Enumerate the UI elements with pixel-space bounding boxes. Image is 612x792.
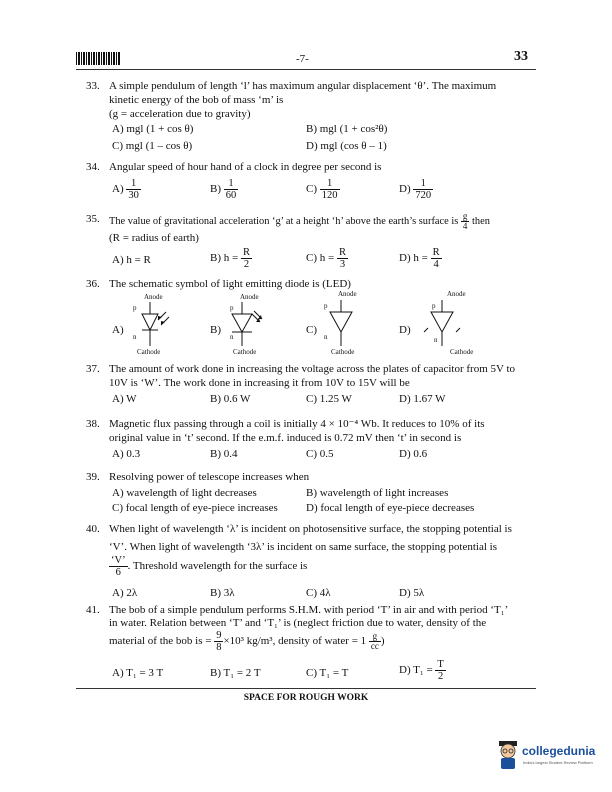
q38-option-c: C) 0.5 [306, 448, 334, 460]
q36-d-cathode: Cathode [450, 348, 474, 356]
q35-number: 35. [86, 213, 100, 225]
q41-option-a: A) T₁ = 3 T [112, 667, 164, 679]
q36-b-n: n [230, 333, 234, 341]
q37-option-c: C) 1.25 W [306, 393, 352, 405]
q37-option-a: A) W [112, 393, 137, 405]
q36-a-p: p [133, 304, 137, 312]
watermark-tagline: India's largest Student Review Platform [523, 760, 593, 765]
q40-option-c: C) 4λ [306, 587, 331, 599]
q35-option-c: C) h = $\frac{R}{3}$ [306, 247, 346, 270]
q33-option-d: D) mgl (cos θ – 1) [306, 140, 387, 152]
q39-text: Resolving power of telescope increases when [109, 471, 310, 483]
q40-text-line3: $\frac{‘V’}{6}$ . Threshold wavelength for the surface is [111, 555, 308, 578]
q36-a-n: n [133, 333, 137, 341]
q41-text-line3: material of the bob is = $\frac{9}{8}$ ×10³ kg/m³, density of water = 1 $\frac{g}{cc}$ ) [109, 630, 385, 653]
q38-text-line1: Magnetic flux passing through a coil is initially 4 × 10⁻⁴ Wb. It reduces to 10% of its [109, 418, 485, 430]
q34-option-d: D) $\frac{1}{720}$ [399, 178, 432, 201]
q36-d-anode: Anode [447, 290, 466, 298]
q34-option-b: B) $\frac{1}{60}$ [210, 178, 237, 201]
led-symbol-a [136, 300, 176, 348]
q36-d-p: p [432, 302, 436, 310]
rough-work-label: SPACE FOR ROUGH WORK [243, 693, 369, 703]
student-mascot-icon [496, 740, 520, 770]
q33-option-c: C) mgl (1 – cos θ) [112, 140, 193, 152]
q36-number: 36. [86, 278, 100, 290]
q36-b-cathode: Cathode [233, 348, 257, 356]
q35-text: The value of gravitational acceleration ‘g’ at a height ‘h’ above the earth’s surface is $\frac{g}{4}$ then [109, 211, 490, 231]
q38-text-line2: original value in ‘t’ second. If the e.m.f. induced is 0.72 mV then ‘t’ in second is [109, 432, 462, 444]
q34-text: Angular speed of hour hand of a clock in degree per second is [109, 161, 382, 173]
q40-option-b: B) 3λ [210, 587, 235, 599]
q38-option-a: A) 0.3 [112, 448, 141, 460]
page-number: 33 [514, 49, 528, 64]
q34-option-a: A) $\frac{1}{30}$ [112, 178, 139, 201]
q35-text-line2: (R = radius of earth) [109, 232, 199, 244]
q36-option-b-label: B) [210, 324, 221, 336]
q41-option-d: D) T₁ = $\frac{T}{2}$ [399, 659, 444, 682]
q40-text-line1: When light of wavelength ‘λ’ is incident on photosensitive surface, the stopping potential is [109, 523, 512, 535]
header-rule [76, 69, 536, 70]
q37-text-line2: 10V is ‘W’. The work done in increasing it from 10V to 15V will be [109, 377, 410, 389]
q36-b-p: p [230, 304, 234, 312]
q36-option-d-label: D) [399, 324, 411, 336]
q36-c-n: n [324, 333, 328, 341]
page-marker: -7- [296, 53, 309, 65]
q35-option-a: A) h = R [112, 254, 151, 266]
q38-option-d: D) 0.6 [399, 448, 428, 460]
q40-option-a: A) 2λ [112, 587, 138, 599]
collegedunia-watermark [496, 738, 608, 776]
barcode [76, 52, 120, 65]
q38-number: 38. [86, 418, 100, 430]
q35-option-d: D) h = $\frac{R}{4}$ [399, 247, 440, 270]
q41-text-line2: in water. Relation between ‘T’ and ‘T₁’ is (neglect friction due to water, density of the [109, 617, 487, 629]
led-symbol-b [228, 300, 272, 348]
q40-number: 40. [86, 523, 100, 535]
q33-option-a: A) mgl (1 + cos θ) [112, 123, 194, 135]
q36-a-anode: Anode [144, 293, 163, 301]
q35-option-b: B) h = $\frac{R}{2}$ [210, 247, 250, 270]
q39-option-d: D) focal length of eye-piece decreases [306, 502, 475, 514]
q37-option-d: D) 1.67 W [399, 393, 446, 405]
q34-number: 34. [86, 161, 100, 173]
q36-d-n: n [434, 336, 438, 344]
q39-option-b: B) wavelength of light increases [306, 487, 449, 499]
q40-text-line2: ‘V’. When light of wavelength ‘3λ’ is incident on same surface, the stopping potential is [109, 541, 497, 553]
q36-option-c-label: C) [306, 324, 317, 336]
q37-option-b: B) 0.6 W [210, 393, 251, 405]
q39-number: 39. [86, 471, 100, 483]
q39-option-c: C) focal length of eye-piece increases [112, 502, 278, 514]
q41-option-b: B) T₁ = 2 T [210, 667, 261, 679]
q38-option-b: B) 0.4 [210, 448, 238, 460]
q33-text-line1: A simple pendulum of length ‘l’ has maximum angular displacement ‘θ’. The maximum [109, 80, 497, 92]
q36-b-anode: Anode [240, 293, 259, 301]
q36-text: The schematic symbol of light emitting diode is (LED) [109, 278, 351, 290]
q36-c-p: p [324, 302, 328, 310]
q39-option-a: A) wavelength of light decreases [112, 487, 257, 499]
q37-text-line1: The amount of work done in increasing the voltage across the plates of capacitor from 5V to [109, 363, 516, 375]
q33-text-line3: (g = acceleration due to gravity) [109, 108, 251, 120]
q41-number: 41. [86, 604, 100, 616]
q33-number: 33. [86, 80, 100, 92]
led-symbol-d [420, 298, 468, 348]
watermark-brand: collegedunia [522, 744, 596, 758]
led-symbol-c [325, 298, 365, 348]
q36-c-anode: Anode [338, 290, 357, 298]
q36-option-a-label: A) [112, 324, 124, 336]
q33-text-line2: kinetic energy of the bob of mass ‘m’ is [109, 94, 284, 106]
q33-option-b: B) mgl (1 + cos²θ) [306, 123, 388, 135]
q36-c-cathode: Cathode [331, 348, 355, 356]
q37-number: 37. [86, 363, 100, 375]
q40-option-d: D) 5λ [399, 587, 425, 599]
q34-option-c: C) $\frac{1}{120}$ [306, 178, 338, 201]
q41-option-c: C) T₁ = T [306, 667, 349, 679]
footer-rule [76, 688, 536, 689]
q36-a-cathode: Cathode [137, 348, 161, 356]
q41-text-line1: The bob of a simple pendulum performs S.H.M. with period ‘T’ in air and with period ‘T₁’ [109, 604, 509, 616]
